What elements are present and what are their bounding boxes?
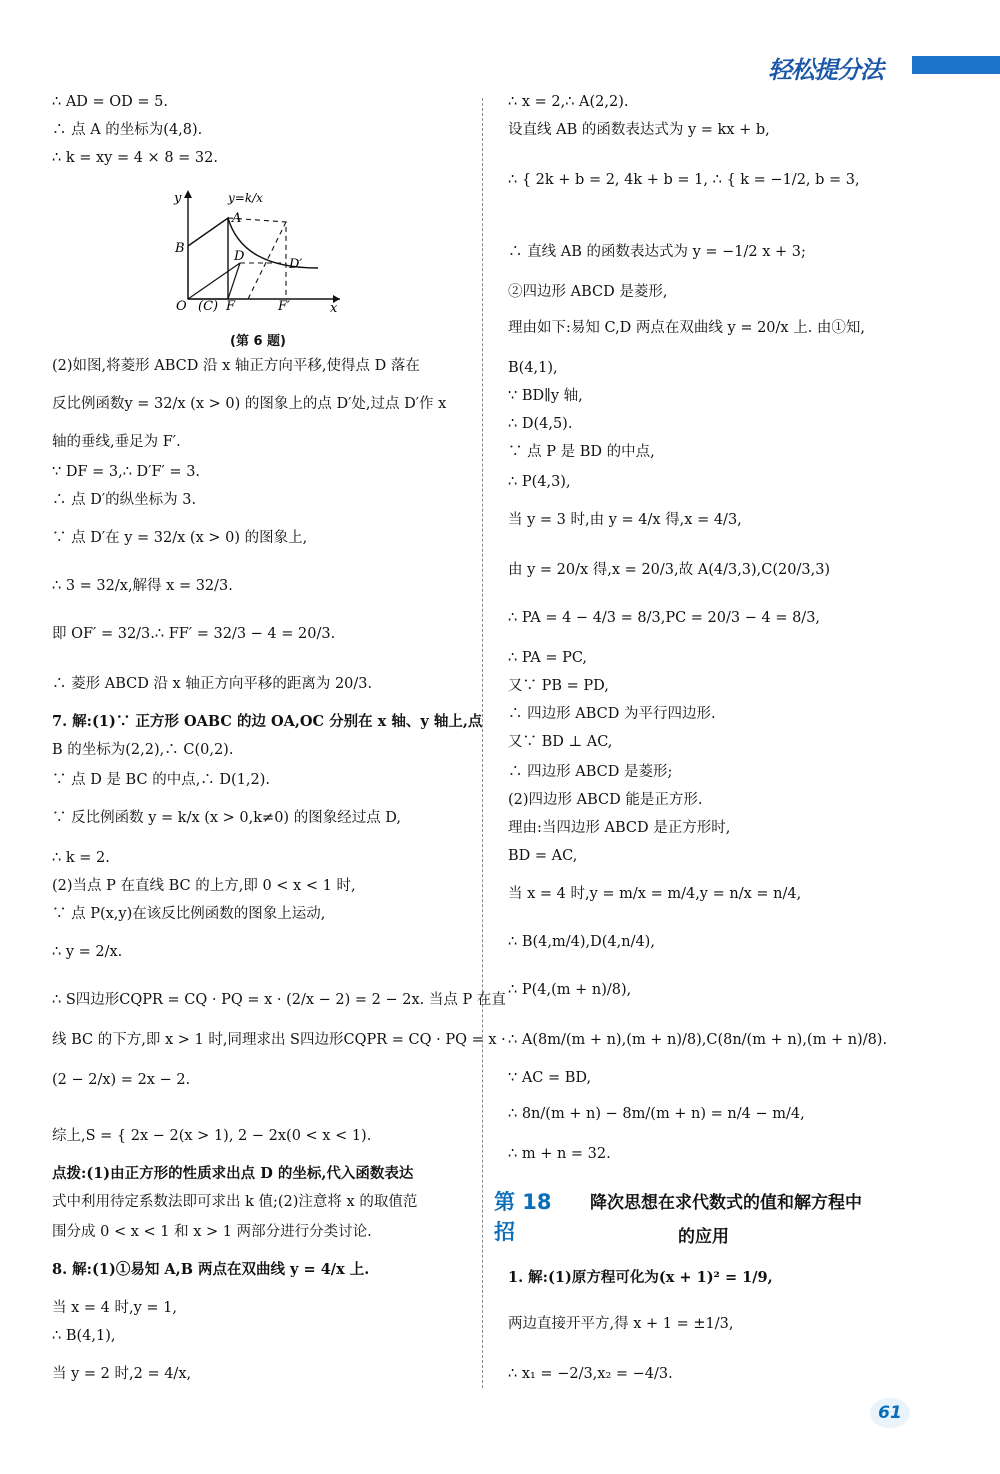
left-text-line: 围分成 0 < x < 1 和 x > 1 两部分进行分类讨论. <box>52 1224 372 1240</box>
right-text-line: 理由如下:易知 C,D 两点在双曲线 y = 20/x 上. 由①知, <box>508 320 866 336</box>
right-text-line: ∴ { 2k + b = 2, 4k + b = 1, ∴ { k = −1/2, b = 3, <box>508 172 860 188</box>
right-text-line: 设直线 AB 的函数表达式为 y = kx + b, <box>508 122 770 138</box>
right-text-line: (2)四边形 ABCD 能是正方形. <box>508 792 703 808</box>
left-text-line: 式中利用待定系数法即可求出 k 值;(2)注意将 x 的取值范 <box>52 1194 418 1210</box>
right-text-line: ∴ 四边形 ABCD 为平行四边形. <box>508 706 716 722</box>
right-text-line: ∴ D(4,5). <box>508 416 573 432</box>
right-text-line: 由 y = 20/x 得,x = 20/3,故 A(4/3,3),C(20/3,3) <box>508 562 831 578</box>
right-text-line: BD = AC, <box>508 848 578 864</box>
label-d: D <box>234 249 245 264</box>
label-dp: D′ <box>289 257 303 272</box>
column-divider <box>482 98 483 1388</box>
left-text-line: ∴ 点 A 的坐标为(4,8). <box>52 122 203 138</box>
left-text-line: 即 OF′ = 32/3.∴ FF′ = 32/3 − 4 = 20/3. <box>52 626 336 642</box>
right-text-line: ∴ 直线 AB 的函数表达式为 y = −1/2 x + 3; <box>508 244 806 260</box>
left-text-line: ∴ B(4,1), <box>52 1328 116 1344</box>
label-b: B <box>175 241 185 256</box>
left-text-line: ∴ y = 2/x. <box>52 944 123 960</box>
left-text-line: 点拨:(1)由正方形的性质求出点 D 的坐标,代入函数表达 <box>52 1165 414 1182</box>
label-y: y <box>174 191 182 206</box>
right-text-line: ∴ A(8m/(m + n),(m + n)/8),C(8n/(m + n),(m + n)/8). <box>508 1032 888 1048</box>
right-text-line: ∵ BD∥y 轴, <box>508 388 583 404</box>
header-bar <box>912 56 1000 74</box>
left-text-line: (2)如图,将菱形 ABCD 沿 x 轴正方向平移,使得点 D 落在 <box>52 358 420 374</box>
page-header <box>768 50 1000 86</box>
left-text-line: 8. 解:(1)①易知 A,B 两点在双曲线 y = 4/x 上. <box>52 1261 370 1278</box>
right-text-line: 又∵ BD ⊥ AC, <box>508 734 613 750</box>
label-x: x <box>330 301 338 314</box>
right-text-line: ∴ 8n/(m + n) − 8m/(m + n) = n/4 − m/4, <box>508 1106 805 1122</box>
left-text-line: B 的坐标为(2,2),∴ C(0,2). <box>52 742 234 758</box>
left-text-line: ∴ k = xy = 4 × 8 = 32. <box>52 150 218 166</box>
section-title-line2: 的应用 <box>678 1227 729 1247</box>
left-text-line: ∵ DF = 3,∴ D′F′ = 3. <box>52 464 201 480</box>
left-text-line: 当 x = 4 时,y = 1, <box>52 1300 177 1316</box>
left-text-line: 7. 解:(1)∵ 正方形 OABC 的边 OA,OC 分别在 x 轴、y 轴上,点 <box>52 713 483 730</box>
left-text-line: ∵ 点 P(x,y)在该反比例函数的图象上运动, <box>52 906 326 922</box>
right-text-line: ∵ AC = BD, <box>508 1070 592 1086</box>
header-title: 轻松提分法 <box>768 56 883 84</box>
left-text-line: 反比例函数y = 32/x (x > 0) 的图象上的点 D′处,过点 D′作 x <box>52 396 447 412</box>
right-text-line: 当 y = 3 时,由 y = 4/x 得,x = 4/3, <box>508 512 742 528</box>
right-text-line: ②四边形 ABCD 是菱形, <box>508 284 668 300</box>
right-text-line: 又∵ PB = PD, <box>508 678 609 694</box>
right-text-line: 理由:当四边形 ABCD 是正方形时, <box>508 820 731 836</box>
right-text-line: ∴ PA = PC, <box>508 650 588 666</box>
left-text-line: ∴ 3 = 32/x,解得 x = 32/3. <box>52 578 233 594</box>
left-text-line: ∵ 反比例函数 y = k/x (x > 0,k≠0) 的图象经过点 D, <box>52 810 402 826</box>
left-text-line: 线 BC 的下方,即 x > 1 时,同理求出 S四边形CQPR = CQ · PQ = x · <box>52 1032 506 1048</box>
right-text-line: ∴ B(4,m/4),D(4,n/4), <box>508 934 655 950</box>
left-text-line: ∴ S四边形CQPR = CQ · PQ = x · (2/x − 2) = 2 − 2x. 当点 P 在直 <box>52 992 506 1008</box>
left-text-line: ∴ 菱形 ABCD 沿 x 轴正方向平移的距离为 20/3. <box>52 676 373 692</box>
label-function: y=k/x <box>228 191 263 205</box>
right-text-line: ∴ 四边形 ABCD 是菱形; <box>508 764 673 780</box>
label-c: (C) <box>198 299 219 314</box>
left-text-line: 轴的垂线,垂足为 F′. <box>52 434 181 450</box>
right-text-line: ∴ x = 2,∴ A(2,2). <box>508 94 629 110</box>
label-f: F <box>226 299 236 314</box>
section-tag: 第 18 招 <box>494 1186 578 1214</box>
right-text-line: ∴ PA = 4 − 4/3 = 8/3,PC = 20/3 − 4 = 8/3, <box>508 610 821 626</box>
label-fp: F′ <box>278 299 290 314</box>
figure-6-graph <box>168 184 348 314</box>
left-text-line: (2)当点 P 在直线 BC 的上方,即 0 < x < 1 时, <box>52 878 356 894</box>
right-text-line: ∴ P(4,3), <box>508 474 571 490</box>
rhombus-upper-edges <box>188 218 228 299</box>
left-text-line: ∴ 点 D′的纵坐标为 3. <box>52 492 197 508</box>
right-text-line: ∵ 点 P 是 BD 的中点, <box>508 444 655 460</box>
left-text-line: 综上,S = { 2x − 2(x > 1), 2 − 2x(0 < x < 1). <box>52 1128 372 1144</box>
section-title: 降次思想在求代数式的值和解方程中 <box>590 1193 862 1213</box>
right-text-line: ∴ m + n = 32. <box>508 1146 611 1162</box>
right-text-line: ∴ P(4,(m + n)/8), <box>508 982 632 998</box>
left-text-line: 当 y = 2 时,2 = 4/x, <box>52 1366 192 1382</box>
right-text-line: ∴ x₁ = −2/3,x₂ = −4/3. <box>508 1366 673 1382</box>
right-text-line: 1. 解:(1)原方程可化为(x + 1)² = 1/9, <box>508 1269 773 1286</box>
left-text-line: ∴ k = 2. <box>52 850 110 866</box>
right-text-line: 当 x = 4 时,y = m/x = m/4,y = n/x = n/4, <box>508 886 802 902</box>
rhombus-lower-edges <box>188 246 240 299</box>
label-a: A <box>232 211 242 226</box>
label-o: O <box>176 299 187 314</box>
left-text-line: ∵ 点 D′在 y = 32/x (x > 0) 的图象上, <box>52 530 308 546</box>
right-text-line: 两边直接开平方,得 x + 1 = ±1/3, <box>508 1316 734 1332</box>
left-text-line: (2 − 2/x) = 2x − 2. <box>52 1072 191 1088</box>
page-number: 61 <box>870 1398 910 1428</box>
left-text-line: ∵ 点 D 是 BC 的中点,∴ D(1,2). <box>52 772 271 788</box>
left-text-line: ∴ AD = OD = 5. <box>52 94 169 110</box>
right-text-line: B(4,1), <box>508 360 558 376</box>
y-axis-arrow <box>184 190 192 198</box>
rhombus-diagonal <box>188 263 240 299</box>
figure-caption: (第 6 题) <box>230 334 286 349</box>
